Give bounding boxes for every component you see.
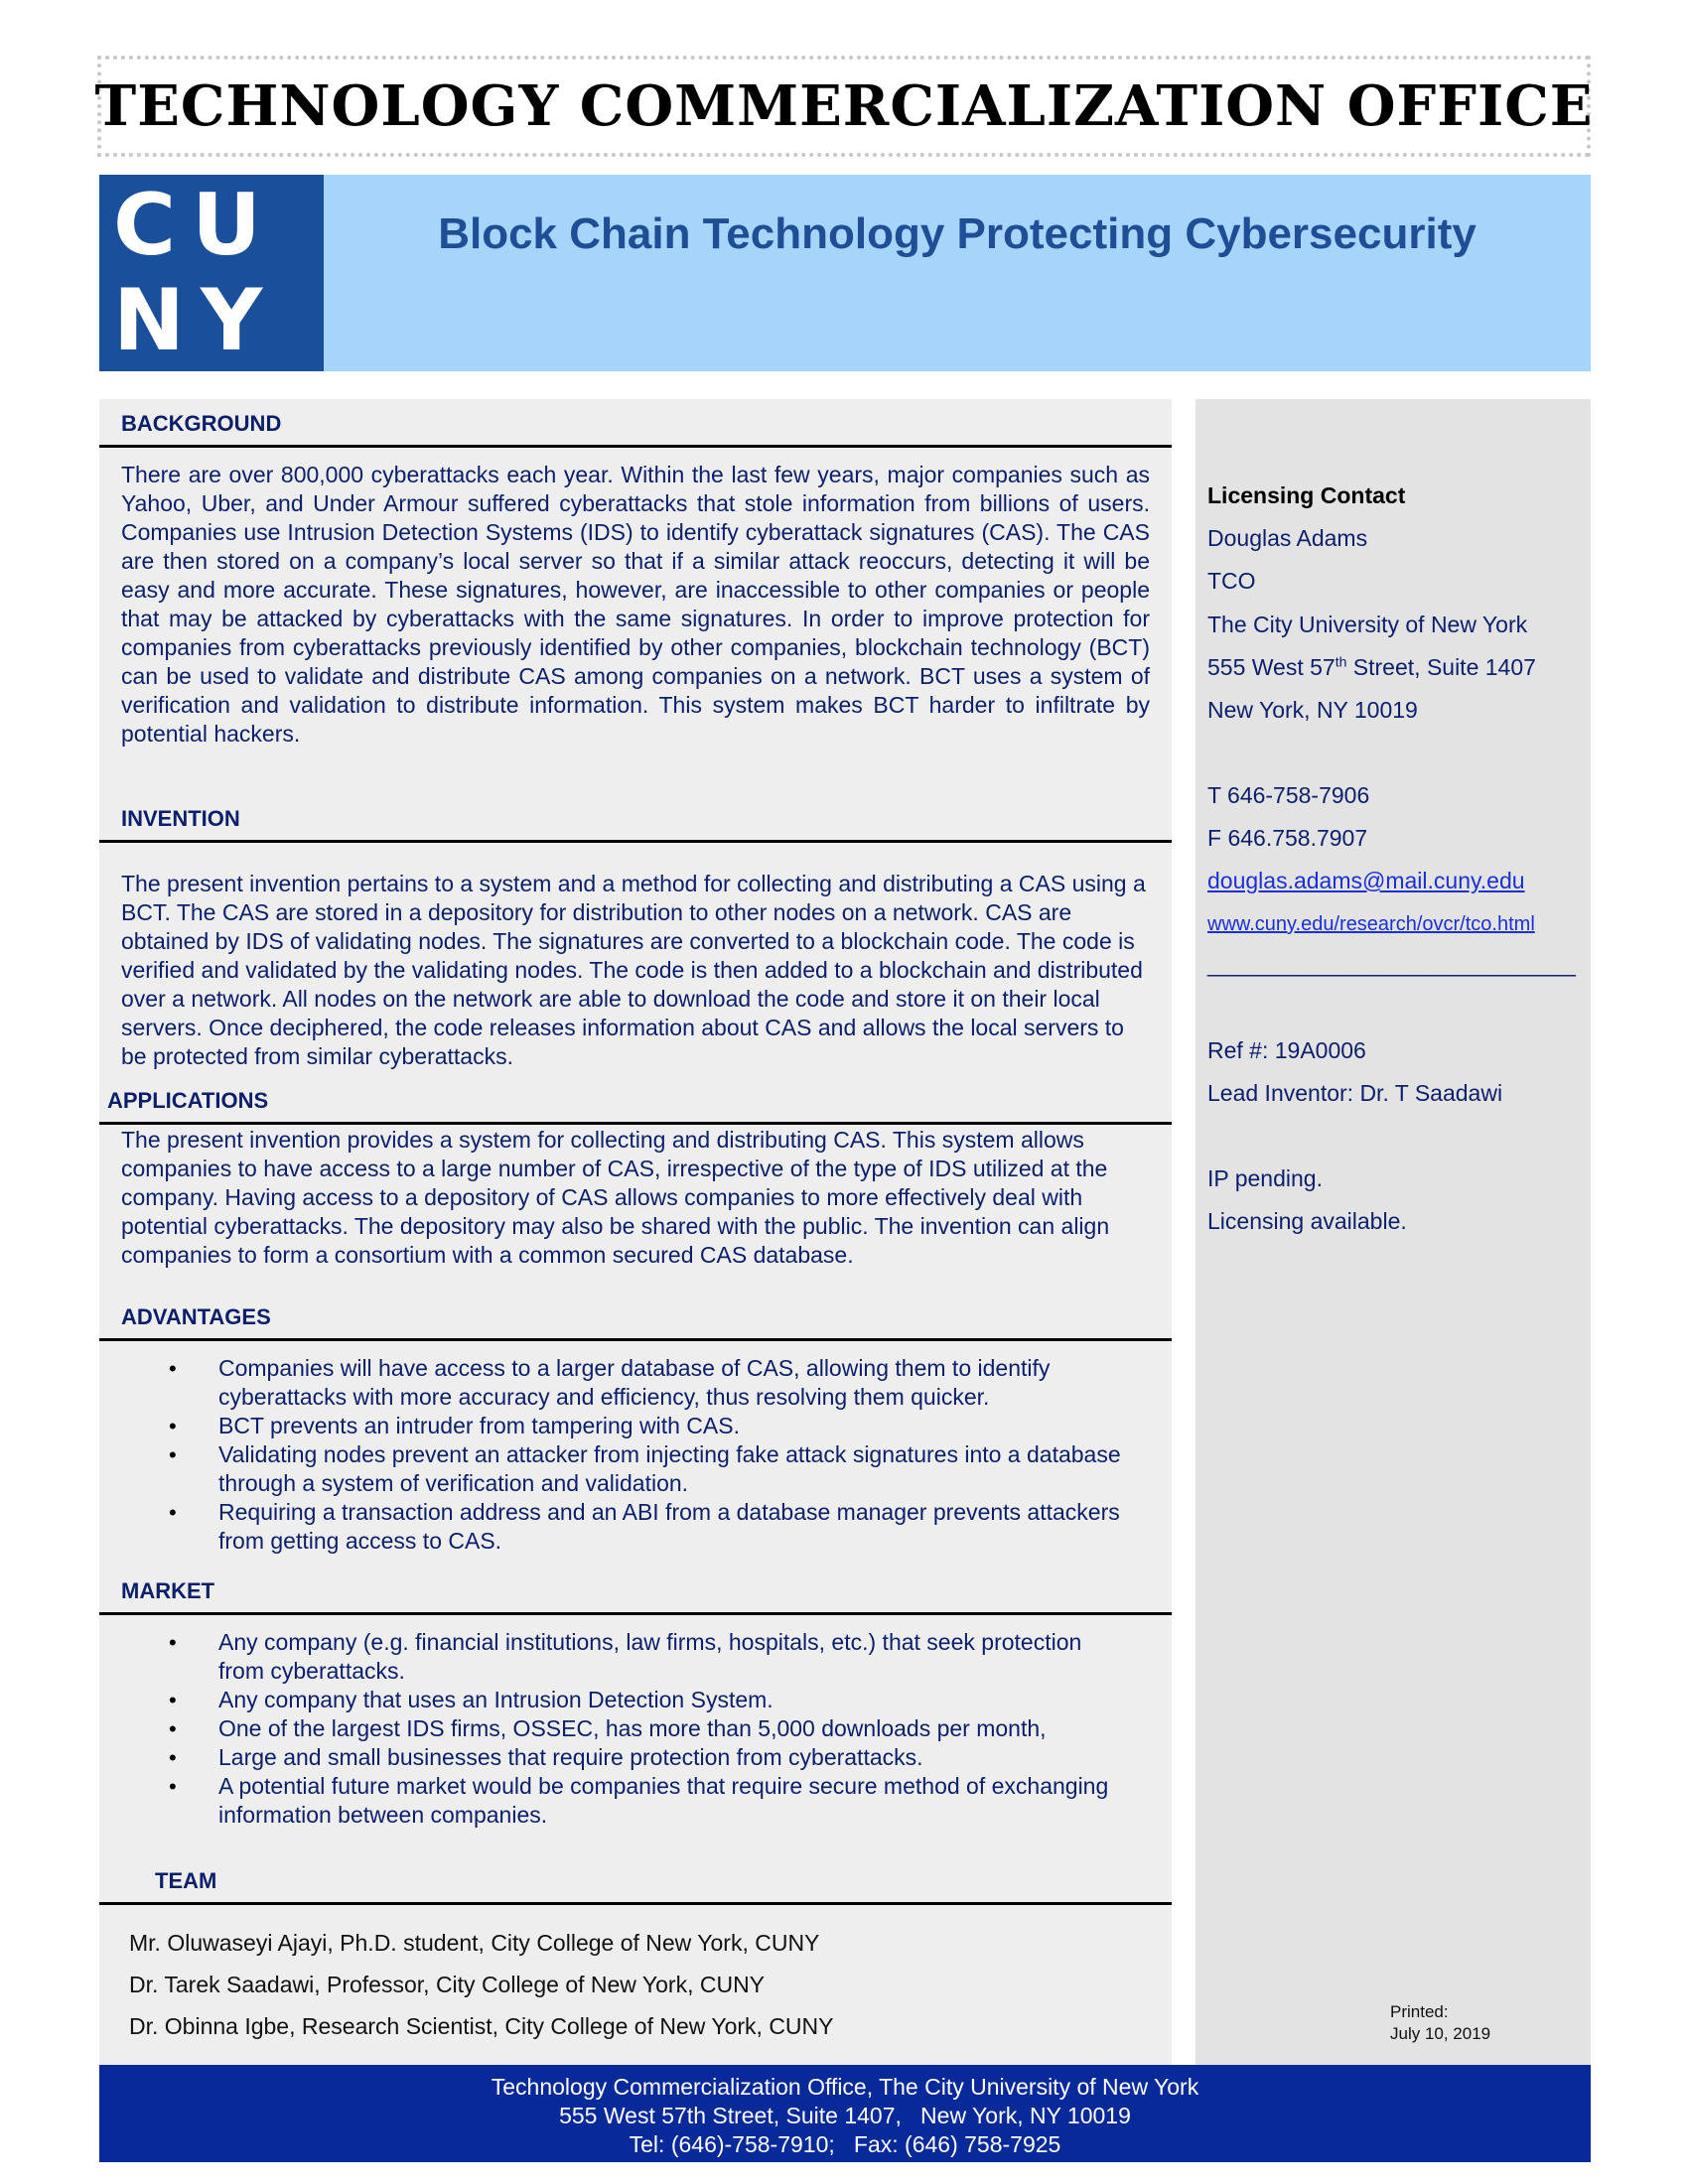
printed-date <box>1390 2001 1490 2045</box>
logo-line-cu: CU <box>113 176 277 275</box>
list-item: • One of the largest IDS firms, OSSEC, has more than 5,000 downloads per month, <box>169 1714 1122 1743</box>
reference-number: Ref #: 19A0006 <box>1207 1037 1366 1063</box>
market-rule <box>99 1612 1172 1615</box>
contact-fax: F 646.758.7907 <box>1207 825 1368 851</box>
title-band <box>324 175 1591 371</box>
office-title: TECHNOLOGY COMMERCIALIZATION OFFICE <box>94 73 1594 139</box>
advantages-heading: ADVANTAGES <box>121 1304 271 1329</box>
background-rule <box>99 445 1172 448</box>
contact-phone: T 646-758-7906 <box>1207 782 1370 808</box>
contact-org: The City University of New York <box>1207 612 1528 637</box>
licensing-heading: Licensing Contact <box>1207 482 1406 508</box>
team-member: Dr. Obinna Igbe, Research Scientist, City College of New York, CUNY <box>129 2013 834 2039</box>
invention-rule <box>99 840 1172 843</box>
list-item: • A potential future market would be companies that require secure method of exchanging information between companies. <box>169 1772 1122 1830</box>
team-member: Dr. Tarek Saadawi, Professor, City College of New York, CUNY <box>129 1972 766 1997</box>
list-item: • Requiring a transaction address and an ABI from a database manager prevents attackers from getting access to CAS. <box>169 1498 1122 1556</box>
contact-email-link[interactable]: douglas.adams@mail.cuny.edu <box>1207 868 1525 893</box>
market-heading: MARKET <box>121 1578 215 1603</box>
document-title: Block Chain Technology Protecting Cybersecurity <box>438 209 1477 258</box>
advantages-list <box>169 1354 1122 1556</box>
street-suffix: Street, Suite 1407 <box>1346 654 1536 680</box>
background-heading: BACKGROUND <box>121 411 282 436</box>
market-list <box>169 1628 1122 1830</box>
licensing-status: Licensing available. <box>1207 1208 1407 1234</box>
list-item: • Large and small businesses that require protection from cyberattacks. <box>169 1743 1122 1772</box>
team-member: Mr. Oluwaseyi Ajayi, Ph.D. student, City College of New York, CUNY <box>129 1930 820 1956</box>
contact-dept: TCO <box>1207 568 1256 594</box>
list-item: • BCT prevents an intruder from tampering with CAS. <box>169 1412 1122 1440</box>
street-sup: th <box>1335 653 1347 670</box>
main-column <box>99 399 1172 2065</box>
invention-text: The present invention pertains to a system and a method for collecting and distributing a CAS using a BCT. The CAS are stored in a depository for distribution to other nodes on a network. CAS are obtained by IDS of validating nodes. The signatures are converted to a blockchain code. The code is verified and validated by the validating nodes. The code is then added to a blockchain and distributed over a network. All nodes on the network are able to download the code and store it on their local servers. Once deciphered, the code releases information about CAS and allows the local servers to be protected from similar cyberattacks. <box>121 871 1146 1069</box>
logo-line-ny: NY <box>113 271 279 370</box>
printed-date-value: July 10, 2019 <box>1390 2024 1491 2043</box>
lead-inventor: Lead Inventor: Dr. T Saadawi <box>1207 1080 1503 1106</box>
licensing-sidebar <box>1196 399 1591 2065</box>
list-item: • Validating nodes prevent an attacker from injecting fake attack signatures into a database through a system of verification and validation. <box>169 1440 1122 1498</box>
list-item: • Any company (e.g. financial institutions, law firms, hospitals, etc.) that seek protection from cyberattacks. <box>169 1628 1122 1686</box>
contact-city: New York, NY 10019 <box>1207 697 1418 723</box>
printed-label: Printed: <box>1390 2002 1449 2021</box>
applications-text: The present invention provides a system for collecting and distributing CAS. This system allows companies to have access to a large number of CAS, irrespective of the type of IDS utilized at the company. Having access to a depository of CAS allows companies to more effectively deal with potential cyberattacks. The depository may also be shared with the public. The invention can align companies to form a consortium with a common secured CAS database. <box>121 1127 1110 1268</box>
footer-line-3: Tel: (646)-758-7910; Fax: (646) 758-7925 <box>629 2131 1061 2157</box>
list-item: • Any company that uses an Intrusion Detection System. <box>169 1686 1122 1714</box>
team-heading: TEAM <box>155 1868 217 1893</box>
team-rule <box>99 1902 1172 1905</box>
background-text: There are over 800,000 cyberattacks each year. Within the last few years, major companies such as Yahoo, Uber, and Under Armour suffered cyberattacks that stole information from billions of users. Companies use Intrusion Detection Systems (IDS) to identify cyberattack signatures (CAS). The CAS are then stored on a company’s local server so that if a similar attack reoccurs, detecting it will be easy and more accurate. These signatures, however, are inaccessible to other companies or people that may be attacked by cyberattacks with the same signatures. In order to improve protection for companies from cyberattacks previously identified by other companies, blockchain technology (BCT) can be used to validate and distribute CAS among companies on a network. BCT uses a system of verification and validation to distribute information. This system makes BCT harder to infiltrate by potential hackers. <box>121 462 1150 747</box>
cuny-logo <box>99 175 324 371</box>
ip-status: IP pending. <box>1207 1165 1323 1191</box>
sidebar-divider: _____________________________ <box>1207 951 1576 977</box>
office-banner <box>94 56 1594 157</box>
applications-heading: APPLICATIONS <box>107 1088 269 1113</box>
advantages-rule <box>99 1338 1172 1341</box>
footer-line-1: Technology Commercialization Office, The City University of New York <box>491 2074 1199 2100</box>
street-prefix: 555 West 57 <box>1207 654 1336 680</box>
invention-heading: INVENTION <box>121 806 240 831</box>
contact-name: Douglas Adams <box>1207 525 1368 551</box>
list-item: • Companies will have access to a larger database of CAS, allowing them to identify cyberattacks with more accuracy and efficiency, thus resolving them quicker. <box>169 1354 1122 1412</box>
applications-rule <box>99 1122 1172 1125</box>
footer-bar <box>99 2065 1591 2162</box>
footer-line-2: 555 West 57th Street, Suite 1407, New York, NY 10019 <box>559 2103 1131 2128</box>
contact-street <box>1207 654 1536 681</box>
tco-website-link[interactable]: www.cuny.edu/research/ovcr/tco.html <box>1207 913 1535 935</box>
